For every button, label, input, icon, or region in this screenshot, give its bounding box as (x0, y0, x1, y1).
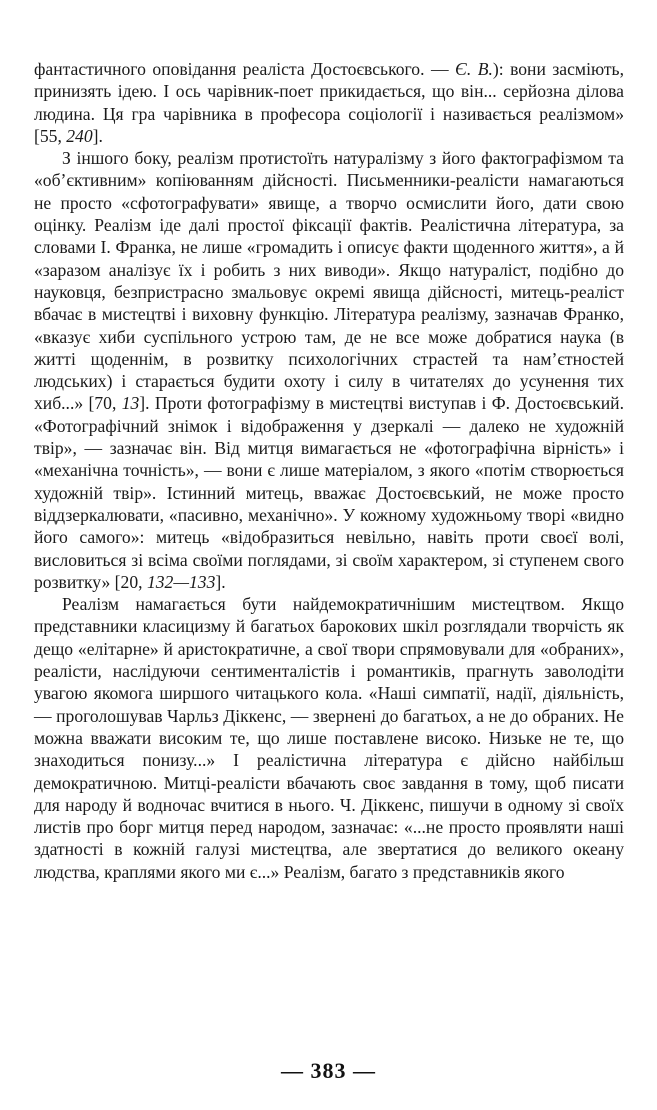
text-run: ): вони засміють, принизять ідею. І ось чарівник-поет прикидається, що він... серйозна ділова людина. Ця гра чарівника в професора соціології і називається реалізмом» [55, (34, 59, 624, 146)
page-body (34, 58, 624, 883)
text-run: З іншого боку, реалізм протистоїть натуралізму з його фактографізмом та «об’єктивним» копіюванням дійсності. Письменники-реалісти намагаються не просто «сфотографувати» явище, а творчо осмислити його, дати свою оцінку. Реалізм іде далі простої фіксації фактів. Реалістична література, за словами І. Франка, не лише «громадить і описує факти щоденного життя», а й «заразом аналізує їх і робить з них виводи». Якщо натураліст, подібно до науковця, безпристрасно змальовує окремі явища дійсності, митець-реаліст вбачає в мистецтві і виховну функцію. Література реалізму, зазначав Франко, «вказує хиби суспільного устрою там, де не все може добратися наука (в житті щоденнім, в розвитку психологічних страстей та нам’єтностей людських) і старається будити охоту і силу в читателях до усунення тих хиб...» [70, (34, 148, 624, 414)
text-run: Реалізм намагається бути найдемократичнішим мистецтвом. Якщо представники класицизму й багатьох барокових шкіл розглядали творчість як дещо «елітарне» й аристократичне, а свої твори спрямовували для «обраних», реалісти, наслідуючи сентименталістів і романтиків, прагнуть заволодіти увагою якомога ширшого читацького кола. «Наші симпатії, надії, діяльність, — проголошував Чарльз Діккенс, — звернені до багатьох, а не до обраних. Не можна вважати високим те, що лише поставлене високо. Низьке не те, що знаходиться понизу...» І реалістична література є дійсно найбільш демократичною. Митці-реалісти вбачають своє завдання в тому, щоб писати для народу й водночас вчитися в нього. Ч. Діккенс, пишучи в одному зі своїх листів про борг митця перед народом, зазначає: «...не просто проявляти наші здатності в кожній галузі мистецтва, але звертатися до великого океану людства, краплями якого ми є...» Реалізм, багато з представників якого (34, 594, 624, 882)
paragraph (34, 58, 624, 147)
text-run: ]. (215, 571, 226, 592)
italic-text: 132—133 (146, 571, 216, 592)
text-run: ]. (92, 125, 103, 146)
paragraph (34, 593, 624, 883)
italic-text: 13 (121, 393, 140, 414)
page-number: — 383 — (281, 1058, 376, 1083)
italic-text: 240 (66, 125, 93, 146)
text-run: фантастичного оповідання реаліста Достоєвського. — (34, 59, 456, 79)
italic-text: Є. В. (455, 59, 493, 79)
paragraph (34, 147, 624, 593)
text-run: ]. Проти фотографізму в мистецтві виступав і Ф. Достоєвський. «Фотографічний знімок і відображення у дзеркалі — далеко не художній твір», — зазначає він. Від митця вимагається не «фотографічна вірність» і «механічна точність», — вони є лише матеріалом, з якого «потім створюється художній твір». Істинний митець, вважає Достоєвський, не може просто віддзеркалювати, «пасивно, механічно». У кожному художньому творі «видно його самого»: митець «відобразиться невільно, навіть проти своєї волі, висловиться зі всіма своїми поглядами, зі своїм характером, зі ступенем свого розвитку» [20, (34, 393, 624, 592)
